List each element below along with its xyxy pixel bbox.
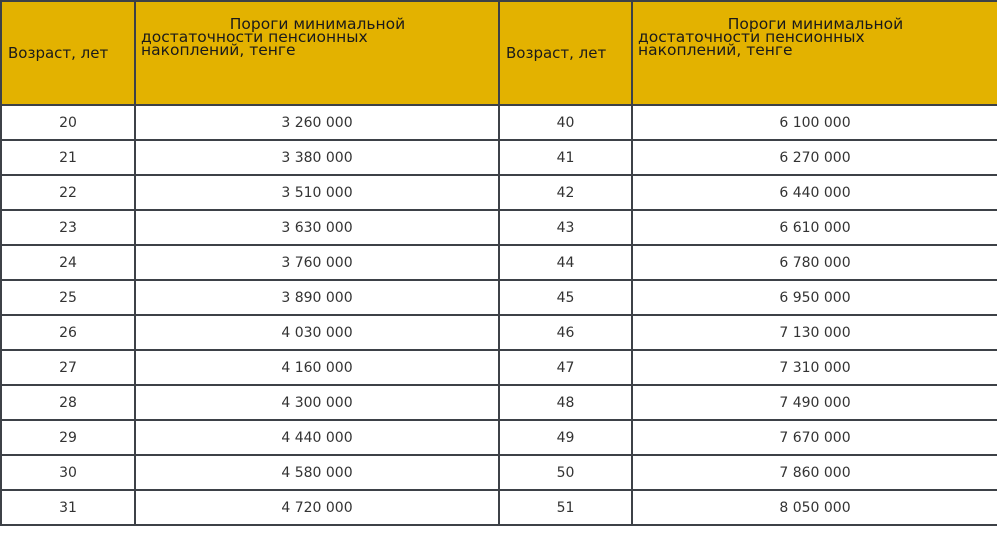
table-body xyxy=(1,105,997,525)
cell-threshold-right: 6 610 000 xyxy=(632,210,997,245)
cell-threshold-right: 7 860 000 xyxy=(632,455,997,490)
cell-threshold-left: 4 300 000 xyxy=(135,385,499,420)
cell-age-left: 26 xyxy=(1,315,135,350)
cell-age-left: 22 xyxy=(1,175,135,210)
table-row xyxy=(1,140,997,175)
cell-threshold-right: 6 780 000 xyxy=(632,245,997,280)
cell-age-right: 50 xyxy=(499,455,632,490)
cell-threshold-right: 8 050 000 xyxy=(632,490,997,525)
cell-threshold-left: 3 260 000 xyxy=(135,105,499,140)
cell-threshold-left: 3 380 000 xyxy=(135,140,499,175)
cell-age-right: 48 xyxy=(499,385,632,420)
cell-threshold-right: 7 670 000 xyxy=(632,420,997,455)
table-row xyxy=(1,105,997,140)
cell-threshold-left: 4 160 000 xyxy=(135,350,499,385)
cell-threshold-right: 6 440 000 xyxy=(632,175,997,210)
cell-age-right: 40 xyxy=(499,105,632,140)
header-threshold-left-line1: Пороги минимальной xyxy=(229,15,406,33)
cell-age-left: 20 xyxy=(1,105,135,140)
cell-age-left: 30 xyxy=(1,455,135,490)
cell-age-left: 29 xyxy=(1,420,135,455)
cell-threshold-left: 4 580 000 xyxy=(135,455,499,490)
cell-threshold-left: 3 760 000 xyxy=(135,245,499,280)
cell-threshold-right: 7 130 000 xyxy=(632,315,997,350)
cell-age-left: 23 xyxy=(1,210,135,245)
cell-age-right: 46 xyxy=(499,315,632,350)
cell-age-left: 27 xyxy=(1,350,135,385)
cell-threshold-right: 7 310 000 xyxy=(632,350,997,385)
header-threshold-left xyxy=(135,1,499,105)
cell-threshold-left: 4 030 000 xyxy=(135,315,499,350)
table-row xyxy=(1,350,997,385)
cell-age-right: 44 xyxy=(499,245,632,280)
table-row xyxy=(1,280,997,315)
cell-age-right: 42 xyxy=(499,175,632,210)
cell-threshold-right: 7 490 000 xyxy=(632,385,997,420)
cell-threshold-right: 6 950 000 xyxy=(632,280,997,315)
table-row xyxy=(1,245,997,280)
table-row xyxy=(1,315,997,350)
table-row xyxy=(1,490,997,525)
cell-age-right: 49 xyxy=(499,420,632,455)
cell-threshold-right: 6 100 000 xyxy=(632,105,997,140)
cell-threshold-left: 4 720 000 xyxy=(135,490,499,525)
table-row xyxy=(1,420,997,455)
cell-threshold-left: 3 890 000 xyxy=(135,280,499,315)
header-age-right: Возраст, лет xyxy=(499,1,632,105)
header-threshold-right-line1: Пороги минимальной xyxy=(727,15,904,33)
header-threshold-right-line3: накоплений, тенге xyxy=(638,41,793,59)
table-row xyxy=(1,175,997,210)
cell-age-left: 31 xyxy=(1,490,135,525)
header-threshold-right-line2: достаточности пенсионных xyxy=(638,28,865,46)
table-row xyxy=(1,210,997,245)
cell-age-right: 47 xyxy=(499,350,632,385)
cell-age-right: 43 xyxy=(499,210,632,245)
table-row xyxy=(1,385,997,420)
table-row xyxy=(1,455,997,490)
cell-age-right: 45 xyxy=(499,280,632,315)
header-threshold-right xyxy=(632,1,997,105)
table-header xyxy=(1,1,997,105)
header-threshold-left-line2: достаточности пенсионных xyxy=(141,28,368,46)
cell-threshold-right: 6 270 000 xyxy=(632,140,997,175)
cell-age-left: 24 xyxy=(1,245,135,280)
cell-threshold-left: 3 510 000 xyxy=(135,175,499,210)
cell-age-right: 51 xyxy=(499,490,632,525)
cell-age-left: 25 xyxy=(1,280,135,315)
cell-age-left: 21 xyxy=(1,140,135,175)
header-threshold-left-line3: накоплений, тенге xyxy=(141,41,296,59)
cell-threshold-left: 4 440 000 xyxy=(135,420,499,455)
cell-age-left: 28 xyxy=(1,385,135,420)
header-row xyxy=(1,1,997,105)
header-age-left: Возраст, лет xyxy=(1,1,135,105)
cell-age-right: 41 xyxy=(499,140,632,175)
cell-threshold-left: 3 630 000 xyxy=(135,210,499,245)
